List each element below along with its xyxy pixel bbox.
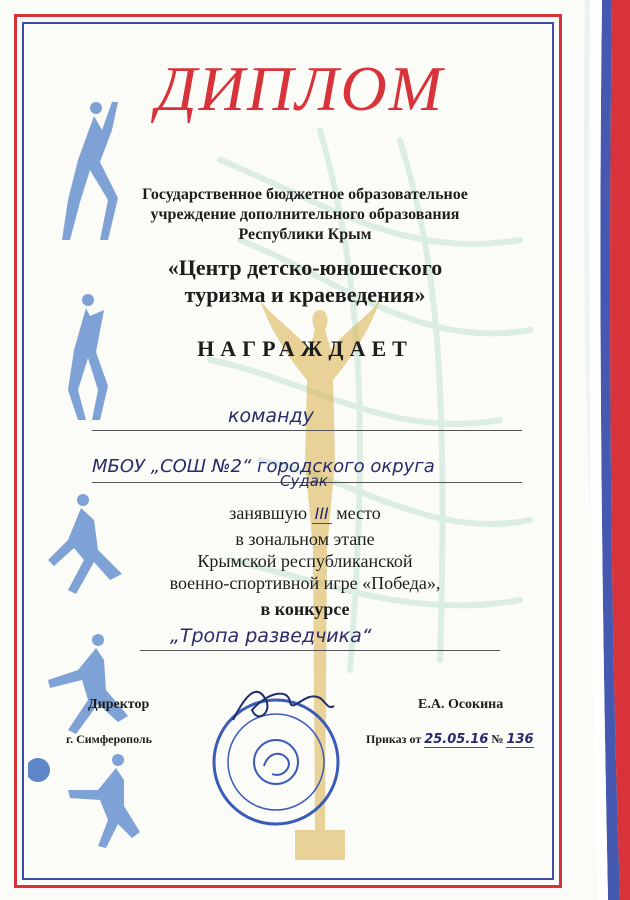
center-line: «Центр детско-юношеского bbox=[167, 255, 443, 280]
organization-line: Республики Крым bbox=[238, 226, 372, 243]
city-label: г. Симферополь bbox=[66, 732, 152, 746]
stage-line: в зональном этапе bbox=[235, 529, 375, 549]
flag-stripes-decoration bbox=[550, 0, 630, 900]
organization-name bbox=[100, 185, 510, 245]
order-line bbox=[366, 732, 534, 747]
place-prefix: занявшую bbox=[229, 503, 308, 523]
place-line bbox=[90, 502, 520, 525]
order-number: 136 bbox=[506, 732, 534, 747]
order-date: 25.05.16 bbox=[424, 732, 489, 747]
handwritten-city: Судак bbox=[280, 472, 328, 490]
contest-underline bbox=[140, 650, 500, 651]
organization-line: учреждение дополнительного образования bbox=[150, 206, 460, 223]
diploma-title: ДИПЛОМ bbox=[155, 53, 445, 124]
stage-line: Крымской республиканской bbox=[197, 551, 413, 571]
organization-line: Государственное бюджетное образовательное bbox=[142, 186, 468, 203]
stage-line: военно-спортивной игре «Победа», bbox=[169, 573, 441, 593]
order-label: Приказ от bbox=[366, 732, 422, 746]
awards-heading: НАГРАЖДАЕТ bbox=[197, 336, 413, 361]
place-suffix: место bbox=[336, 503, 381, 523]
center-line: туризма и краеведения» bbox=[184, 282, 426, 307]
handwritten-team: команду bbox=[228, 405, 314, 427]
stage-text bbox=[90, 528, 520, 594]
director-label: Директор bbox=[88, 697, 150, 712]
handwritten-school: МБОУ „СОШ №2“ городского округа bbox=[92, 456, 435, 477]
order-number-label: № bbox=[491, 732, 504, 746]
contest-label: в конкурсе bbox=[260, 599, 350, 619]
signature-mark bbox=[228, 680, 338, 730]
director-name: Е.А. Осокина bbox=[418, 697, 504, 712]
handwritten-place: III bbox=[312, 504, 332, 524]
center-name bbox=[100, 254, 510, 308]
team-underline bbox=[92, 430, 522, 431]
handwritten-contest: „Тропа разведчика“ bbox=[170, 625, 372, 647]
